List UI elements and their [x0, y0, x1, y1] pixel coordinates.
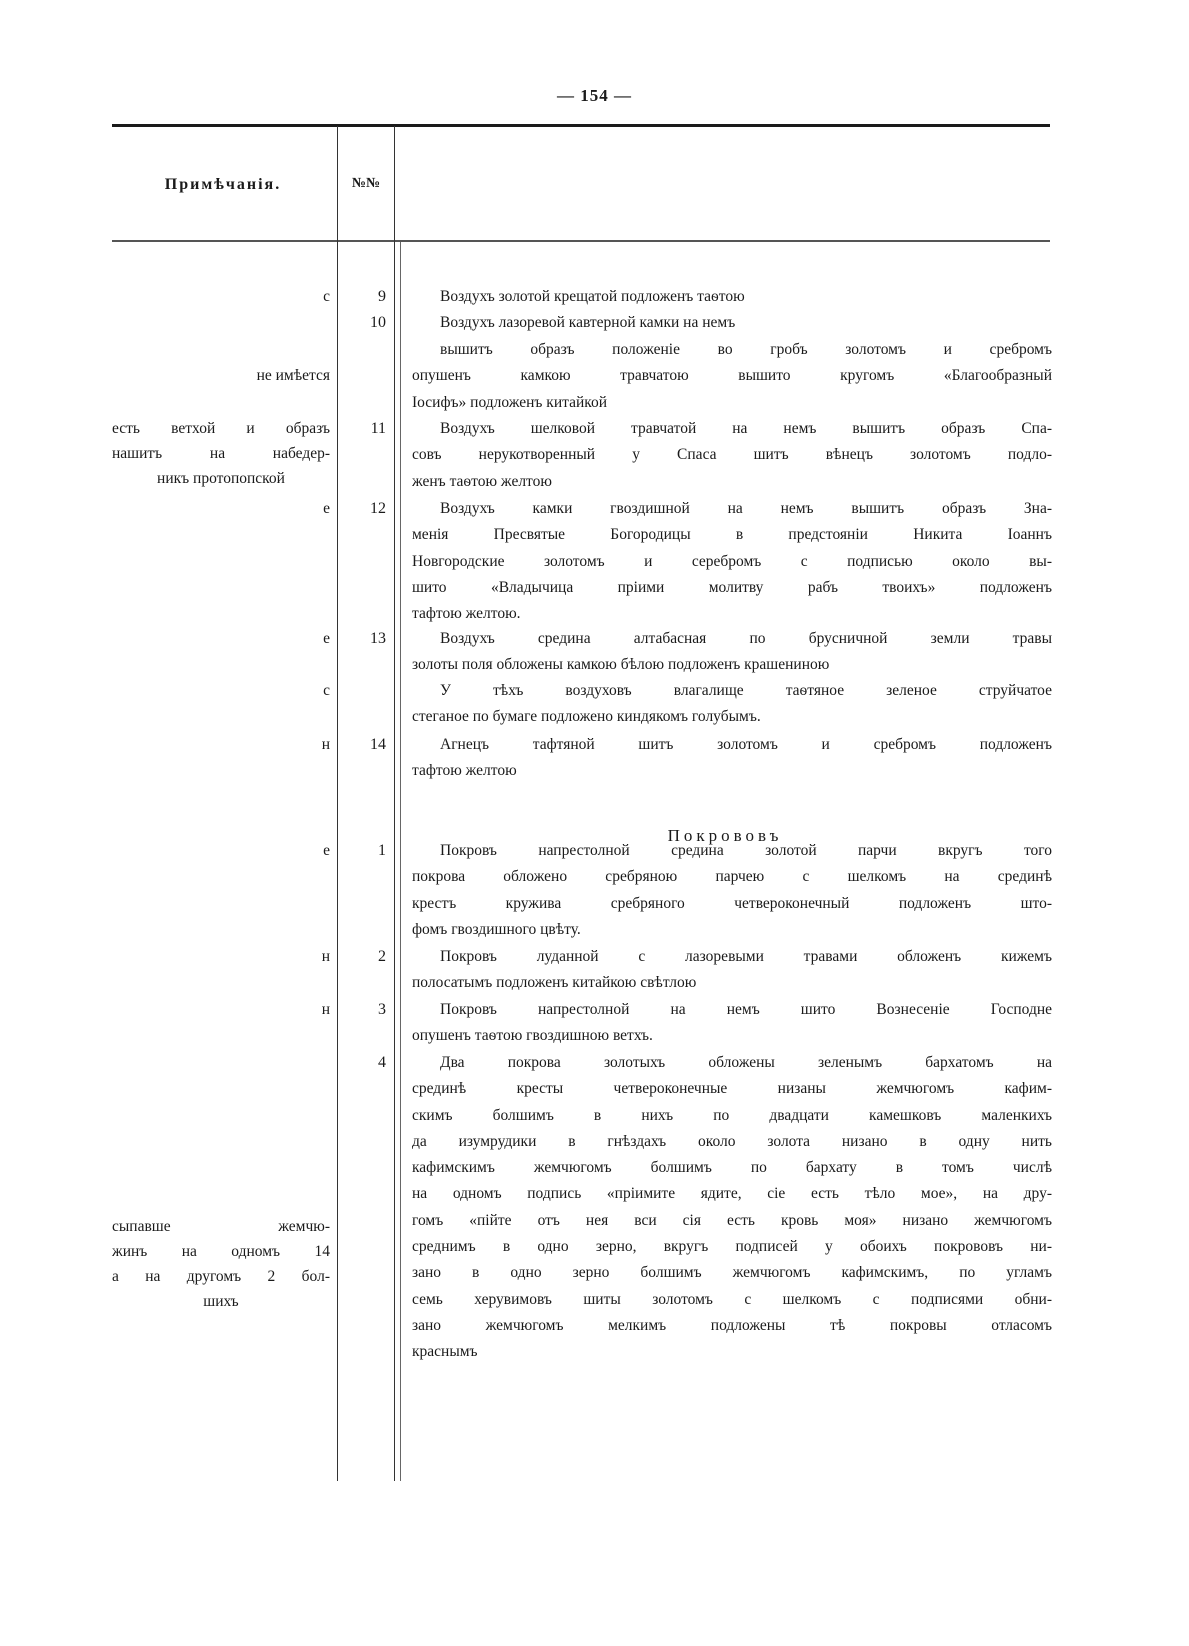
entry-note: е [323, 500, 330, 517]
text-line: шито «Владычица пріими молитву рабъ твоихъ» подложенъ [412, 578, 1052, 596]
entry-text [412, 732, 1052, 785]
entry-text [412, 496, 1052, 627]
text-line: совъ нерукотворенный у Спаса шитъ вѣнецъ золотомъ подло- [412, 446, 1052, 464]
text-line: Агнецъ тафтяной шитъ золотомъ и сребромъ подложенъ [440, 736, 1052, 753]
entry-text [412, 284, 1052, 310]
entry-note: н [321, 736, 330, 753]
text-line: золоты поля обложены камкою бѣлою подложенъ крашениною [412, 656, 830, 674]
text-line: Покровъ напрестолной средина золотой парчи вкругъ того [440, 842, 1052, 859]
text-line: тафтою желтою. [412, 605, 521, 623]
text-line: менія Пресвятые Богородицы в предстояніи Никита Іоаннъ [412, 526, 1052, 544]
header-rule [112, 240, 1050, 242]
num-column-header: №№ [351, 176, 381, 191]
entry-number: 14 [370, 736, 386, 753]
entry-note [112, 1214, 330, 1314]
entry-note: н [321, 948, 330, 965]
text-line: вышитъ образъ положеніе во гробъ золотомъ и сребромъ [440, 341, 1052, 358]
entry-note: с [323, 682, 330, 699]
entry-text [412, 1050, 1052, 1366]
entry-number: 13 [370, 630, 386, 647]
entry-text [412, 310, 1052, 336]
note-line: сыпавше жемчю- [112, 1218, 330, 1235]
entry-note: с [323, 288, 330, 305]
text-line: стеганое по бумаге подложено киндякомъ голубымъ. [412, 708, 761, 726]
text-line: кафимскимъ жемчюгомъ болшимъ по бархату в томъ числѣ [412, 1159, 1052, 1177]
entry-text [412, 626, 1052, 679]
text-line: зано в одно зерно болшимъ жемчюгомъ кафимскимъ, по угламъ [412, 1264, 1052, 1282]
text-line: зано жемчюгомъ мелкимъ подложены тѣ покровы отласомъ [412, 1316, 1052, 1334]
text-line: покрова обложено сребряною парчею с шелкомъ на срединѣ [412, 868, 1052, 886]
text-line: Покровъ напрестолной на немъ шито Вознесеніе Господне [440, 1001, 1052, 1018]
text-line: Покровъ луданной с лазоревыми травами обложенъ кижемъ [440, 948, 1052, 965]
entry-number: 10 [370, 314, 386, 331]
entry-number: 2 [378, 948, 386, 965]
entry-number: 9 [378, 288, 386, 305]
text-line: краснымъ [412, 1343, 478, 1361]
text-line: Воздухъ золотой крещатой подложенъ таѳтою [440, 288, 745, 305]
text-line: Два покрова золотыхъ обложены зеленымъ бархатомъ на [440, 1054, 1052, 1071]
text-line: полосатымъ подложенъ китайкою свѣтлою [412, 974, 697, 992]
top-rule [112, 124, 1050, 127]
text-line: У тѣхъ воздуховъ влагалище таѳтяное зеленое струйчатое [440, 682, 1052, 699]
text-line: да изумрудики в гнѣздахъ около золота низано в одну нить [412, 1132, 1052, 1150]
entry-text [412, 416, 1052, 495]
entry-number: 4 [378, 1054, 386, 1071]
entry-note: е [323, 842, 330, 859]
page-number: — 154 — [557, 86, 632, 105]
note-line: жинъ на одномъ 14 [112, 1243, 330, 1260]
text-line: Новгородские золотомъ и серебромъ с подписью около вы- [412, 552, 1052, 570]
text-line: Іосифъ» подложенъ китайкой [412, 393, 608, 411]
entry-note [112, 416, 330, 491]
text-line: тафтою желтою [412, 762, 517, 780]
text-line: семь херувимовъ шиты золотомъ с шелкомъ с подписями обни- [412, 1290, 1052, 1308]
text-line: Воздухъ лазоревой кавтерной камки на немъ [440, 314, 736, 331]
entry-note: не имѣется [256, 367, 330, 384]
text-line: опушенъ таѳтою гвоздишною ветхъ. [412, 1027, 653, 1045]
note-line: а на другомъ 2 бол- [112, 1268, 330, 1285]
entry-text [412, 838, 1052, 943]
entry-text [412, 997, 1052, 1050]
text-line: женъ таѳтою желтою [412, 472, 552, 490]
entry-number: 1 [378, 842, 386, 859]
text-line: скимъ болшимъ в нихъ по двадцати камешковъ маленкихъ [412, 1106, 1052, 1124]
entry-number: 12 [370, 500, 386, 517]
note-line: никъ протопопской [157, 470, 285, 487]
note-line: есть ветхой и образъ [112, 420, 330, 437]
text-line: срединѣ кресты четвероконечные низаны жемчюгомъ кафим- [412, 1080, 1052, 1098]
note-line: нашитъ на набедер- [112, 445, 330, 462]
entry-note: е [323, 630, 330, 647]
notes-column-header: Примѣчанія. [164, 176, 282, 193]
entry-text [412, 337, 1052, 416]
text-line: опушенъ камкою травчатою вышито кругомъ «Благообразный [412, 367, 1052, 385]
text-line: на одномъ подпись «пріимите ядите, сіе есть тѣло мое», на дру- [412, 1185, 1052, 1203]
entry-text [412, 944, 1052, 997]
text-line: Воздухъ шелковой травчатой на немъ вышитъ образъ Спа- [440, 420, 1052, 437]
text-line: Воздухъ средина алтабасная по брусничной земли травы [440, 630, 1052, 647]
text-line: среднимъ в одно зерно, вкругъ подписей у обоихъ покрововъ ни- [412, 1238, 1052, 1256]
text-line: фомъ гвоздишного цвѣту. [412, 920, 581, 938]
text-line: крестъ кружива сребряного четвероконечный подложенъ што- [412, 894, 1052, 912]
entry-number: 3 [378, 1001, 386, 1018]
text-line: гомъ «пійте отъ нея вси сія есть кровь моя» низано жемчюгомъ [412, 1211, 1052, 1229]
entry-text [412, 678, 1052, 731]
section-title: Покрововъ [667, 826, 783, 845]
entry-number: 11 [370, 420, 386, 437]
column-divider-text [400, 242, 401, 1481]
note-line: шихъ [203, 1293, 239, 1310]
column-divider-num [394, 126, 395, 1481]
entry-note: н [321, 1001, 330, 1018]
text-line: Воздухъ камки гвоздишной на немъ вышитъ образъ Зна- [440, 500, 1052, 517]
